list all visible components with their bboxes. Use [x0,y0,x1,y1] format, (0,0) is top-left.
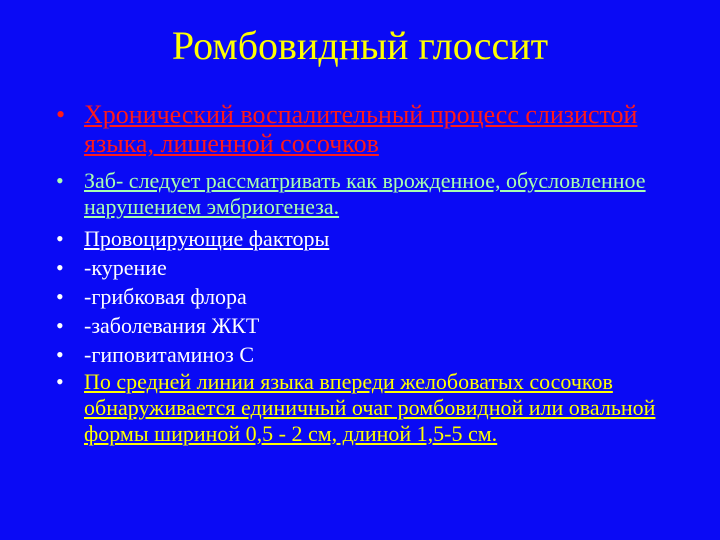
bullet-item [54,253,674,282]
bullet-item [54,340,674,369]
bullet-text-description: По средней линии языка впереди желобоватых сосочков обнаруживается единичный очаг ромбовидной или овальной формы шириной 0,5 - 2 см, длиной 1,5-5 см. [84,369,656,446]
bullet-marker: • [56,284,64,309]
bullet-item [54,311,674,340]
bullet-item [54,369,674,447]
bullet-item [54,224,674,253]
bullet-marker: • [56,342,64,367]
bullet-marker: • [56,100,66,129]
bullet-marker: • [56,226,64,251]
bullet-item [54,100,674,158]
bullet-text-factor: -курение [84,255,167,280]
bullet-item [54,168,674,220]
bullet-text-factor: -грибковая флора [84,284,247,309]
bullet-list [54,100,674,447]
bullet-text-etiology: Заб- следует рассматривать как врожденное, обусловленное нарушением эмбриогенеза. [84,168,646,219]
bullet-marker: • [56,168,64,193]
bullet-text-definition: Хронический воспалительный процесс слизистой языка, лишенной сосочков [84,100,638,158]
bullet-text-factor: -заболевания ЖКТ [84,313,260,338]
bullet-marker: • [56,255,64,280]
slide-title: Ромбовидный глоссит [171,23,549,68]
bullet-marker: • [56,369,64,394]
bullet-text-factors-heading: Провоцирующие факторы [84,226,330,251]
bullet-text-factor: -гиповитаминоз С [84,342,255,367]
bullet-item [54,282,674,311]
bullet-marker: • [56,313,64,338]
